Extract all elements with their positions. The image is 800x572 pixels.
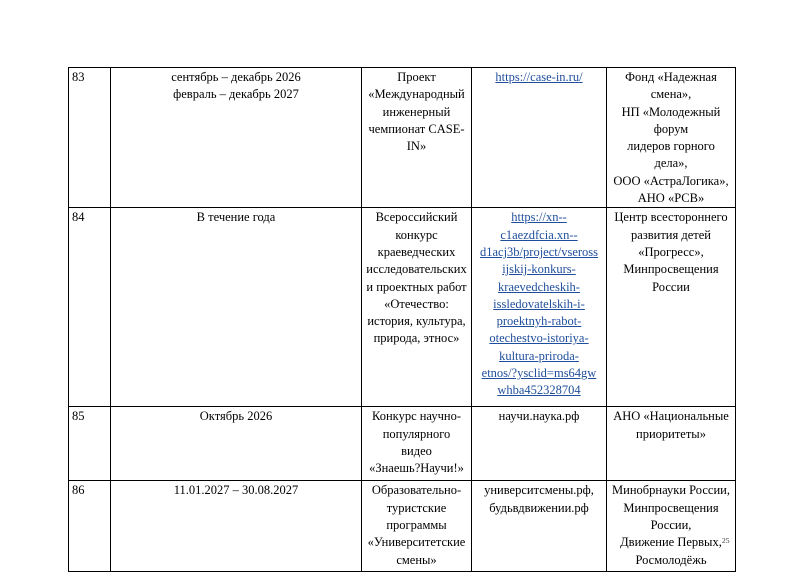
date-cell <box>111 68 362 208</box>
organizer-cell <box>607 407 736 481</box>
link-line: whba452328704 <box>497 383 581 398</box>
organizer-line: Движение Первых, <box>620 535 722 550</box>
event-name-line: инженерный <box>382 104 451 119</box>
row-number: 83 <box>69 68 111 208</box>
event-name-line: «Университетские <box>367 535 466 550</box>
link-cell <box>472 208 607 407</box>
date-line: февраль – декабрь 2027 <box>173 87 299 102</box>
event-name-line: чемпионат CASE- <box>368 121 465 136</box>
event-name-line: Всероссийский <box>375 210 458 225</box>
event-name-line: Образовательно- <box>371 483 462 498</box>
event-name-line: смены» <box>396 552 437 567</box>
link-line: etnos/?ysclid=ms64gw <box>481 366 597 381</box>
table-row <box>69 407 736 481</box>
event-link[interactable]: https://case-in.ru/ <box>495 70 583 84</box>
organizer-line: Фонд «Надежная смена», <box>625 70 717 102</box>
row-number: 86 <box>69 481 111 572</box>
link-line: kultura-priroda- <box>499 348 579 363</box>
organizer-line: НП «Молодежный форум <box>621 104 721 136</box>
event-name-line: история, культура, <box>367 314 466 329</box>
page-number: 25 <box>722 536 730 545</box>
events-table <box>68 67 736 572</box>
event-name-line: «Международный <box>368 87 465 102</box>
event-link[interactable] <box>475 209 603 399</box>
event-name-line: туристские <box>386 500 447 515</box>
table-row <box>69 481 736 572</box>
link-line: kraevedcheskih- <box>498 279 580 294</box>
link-line: d1acj3b/project/vseross <box>479 244 599 259</box>
link-line: proektnyh-rabot- <box>496 314 582 329</box>
link-line: otechestvo-istoriya- <box>489 331 589 346</box>
organizer-line: лидеров горного дела», <box>627 139 715 171</box>
event-name-line: Проект <box>397 70 436 84</box>
date-cell <box>111 407 362 481</box>
row-number: 84 <box>69 208 111 407</box>
event-name-cell <box>362 481 472 572</box>
table-row <box>69 68 736 208</box>
date-line: 11.01.2027 – 30.08.2027 <box>173 483 299 498</box>
event-name-line: программы <box>386 517 447 532</box>
link-line: университсмены.рф, <box>484 483 594 498</box>
event-name-line: IN» <box>406 139 427 154</box>
link-line: c1aezdfcia.xn-- <box>500 227 578 242</box>
event-name-line: видео <box>401 443 432 458</box>
link-line: будьвдвижении.рф <box>489 500 589 515</box>
event-name-line: краеведческих <box>377 244 456 259</box>
date-line: Октябрь 2026 <box>199 409 273 424</box>
organizer-line: Минпросвещения России, <box>623 500 719 532</box>
organizer-cell <box>607 68 736 208</box>
organizer-line: приоритеты» <box>636 426 706 441</box>
event-name-line: Конкурс научно- <box>372 409 461 424</box>
event-name-cell <box>362 208 472 407</box>
organizer-line: Росмолодёжь <box>635 552 707 567</box>
event-name-line: и проектных работ <box>366 279 467 294</box>
date-line: В течение года <box>196 210 276 225</box>
event-link-text: научи.наука.рф <box>498 409 580 424</box>
event-name-line: конкурс <box>395 227 438 242</box>
date-cell <box>111 481 362 572</box>
event-name-cell <box>362 407 472 481</box>
organizer-line: Минпросвещения России <box>623 262 719 294</box>
event-name-line: популярного <box>382 426 451 441</box>
organizer-line: развития детей <box>631 227 711 242</box>
event-name-line: «Знаешь?Научи!» <box>369 461 464 476</box>
event-name-cell <box>362 68 472 208</box>
organizer-cell <box>607 481 736 572</box>
organizer-cell <box>607 208 736 407</box>
link-line: ijskij-konkurs- <box>502 262 576 277</box>
event-name-line: природа, этнос» <box>373 331 460 346</box>
organizer-line: АНО «РСВ» <box>637 191 705 206</box>
event-name-line: «Отечество: <box>384 296 449 311</box>
table-row <box>69 208 736 407</box>
organizer-line: ООО «АстраЛогика», <box>613 173 729 188</box>
date-cell <box>111 208 362 407</box>
row-number: 85 <box>69 407 111 481</box>
link-line: issledovatelskih-i- <box>493 296 585 311</box>
link-line: https://xn-- <box>511 210 567 225</box>
link-cell <box>472 481 607 572</box>
organizer-line: АНО «Национальные <box>613 409 729 424</box>
date-line: сентябрь – декабрь 2026 <box>171 70 301 84</box>
event-name-line: исследовательских <box>366 262 467 277</box>
organizer-line: «Прогресс», <box>638 244 704 259</box>
organizer-line: Минобрнауки России, <box>612 483 730 498</box>
organizer-line: Центр всестороннего <box>614 210 728 225</box>
link-cell <box>472 407 607 481</box>
link-cell <box>472 68 607 208</box>
